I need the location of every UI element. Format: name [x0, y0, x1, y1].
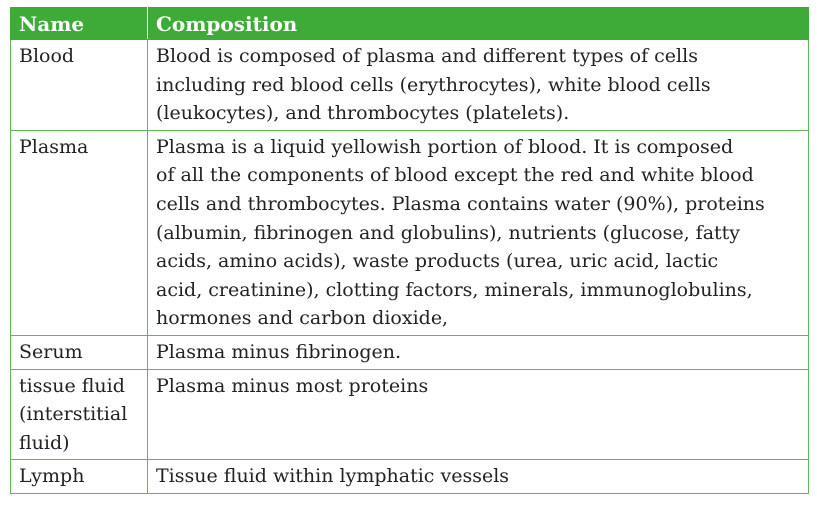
row-composition-plasma: Plasma is a liquid yellowish portion of blood. It is composed of all the components of blood except the red and white blood cells and thrombocytes. Plasma contains water (90%), proteins (albumin, fibrinogen and globulins), nutrients (glucose, fatty acids, amino acids), waste products (urea, uric acid, lactic acid, creatinine), clotting factors, minerals, immunoglobulins, hormones and carbon dioxide,: [148, 130, 809, 335]
row-name-blood: Blood: [11, 40, 148, 131]
row-composition-serum: Plasma minus fibrinogen.: [148, 335, 809, 369]
table-row: [11, 335, 809, 369]
row-name-serum: Serum: [11, 335, 148, 369]
table-row: [11, 460, 809, 494]
row-composition-blood: Blood is composed of plasma and different types of cells including red blood cells (erythrocytes), white blood cells (leukocytes), and thrombocytes (platelets).: [148, 40, 809, 131]
row-name-tissue-fluid: tissue fluid (interstitial fluid): [11, 369, 148, 460]
table-row: [11, 40, 809, 131]
table-row: [11, 130, 809, 335]
table-header-row: [11, 8, 809, 40]
composition-table: [10, 7, 809, 494]
row-name-plasma: Plasma: [11, 130, 148, 335]
row-composition-lymph: Tissue fluid within lymphatic vessels: [148, 460, 809, 494]
name-column-header: Name: [11, 8, 148, 40]
table-row: [11, 369, 809, 460]
row-composition-tissue-fluid: Plasma minus most proteins: [148, 369, 809, 460]
composition-column-header: Composition: [148, 8, 809, 40]
row-name-lymph: Lymph: [11, 460, 148, 494]
